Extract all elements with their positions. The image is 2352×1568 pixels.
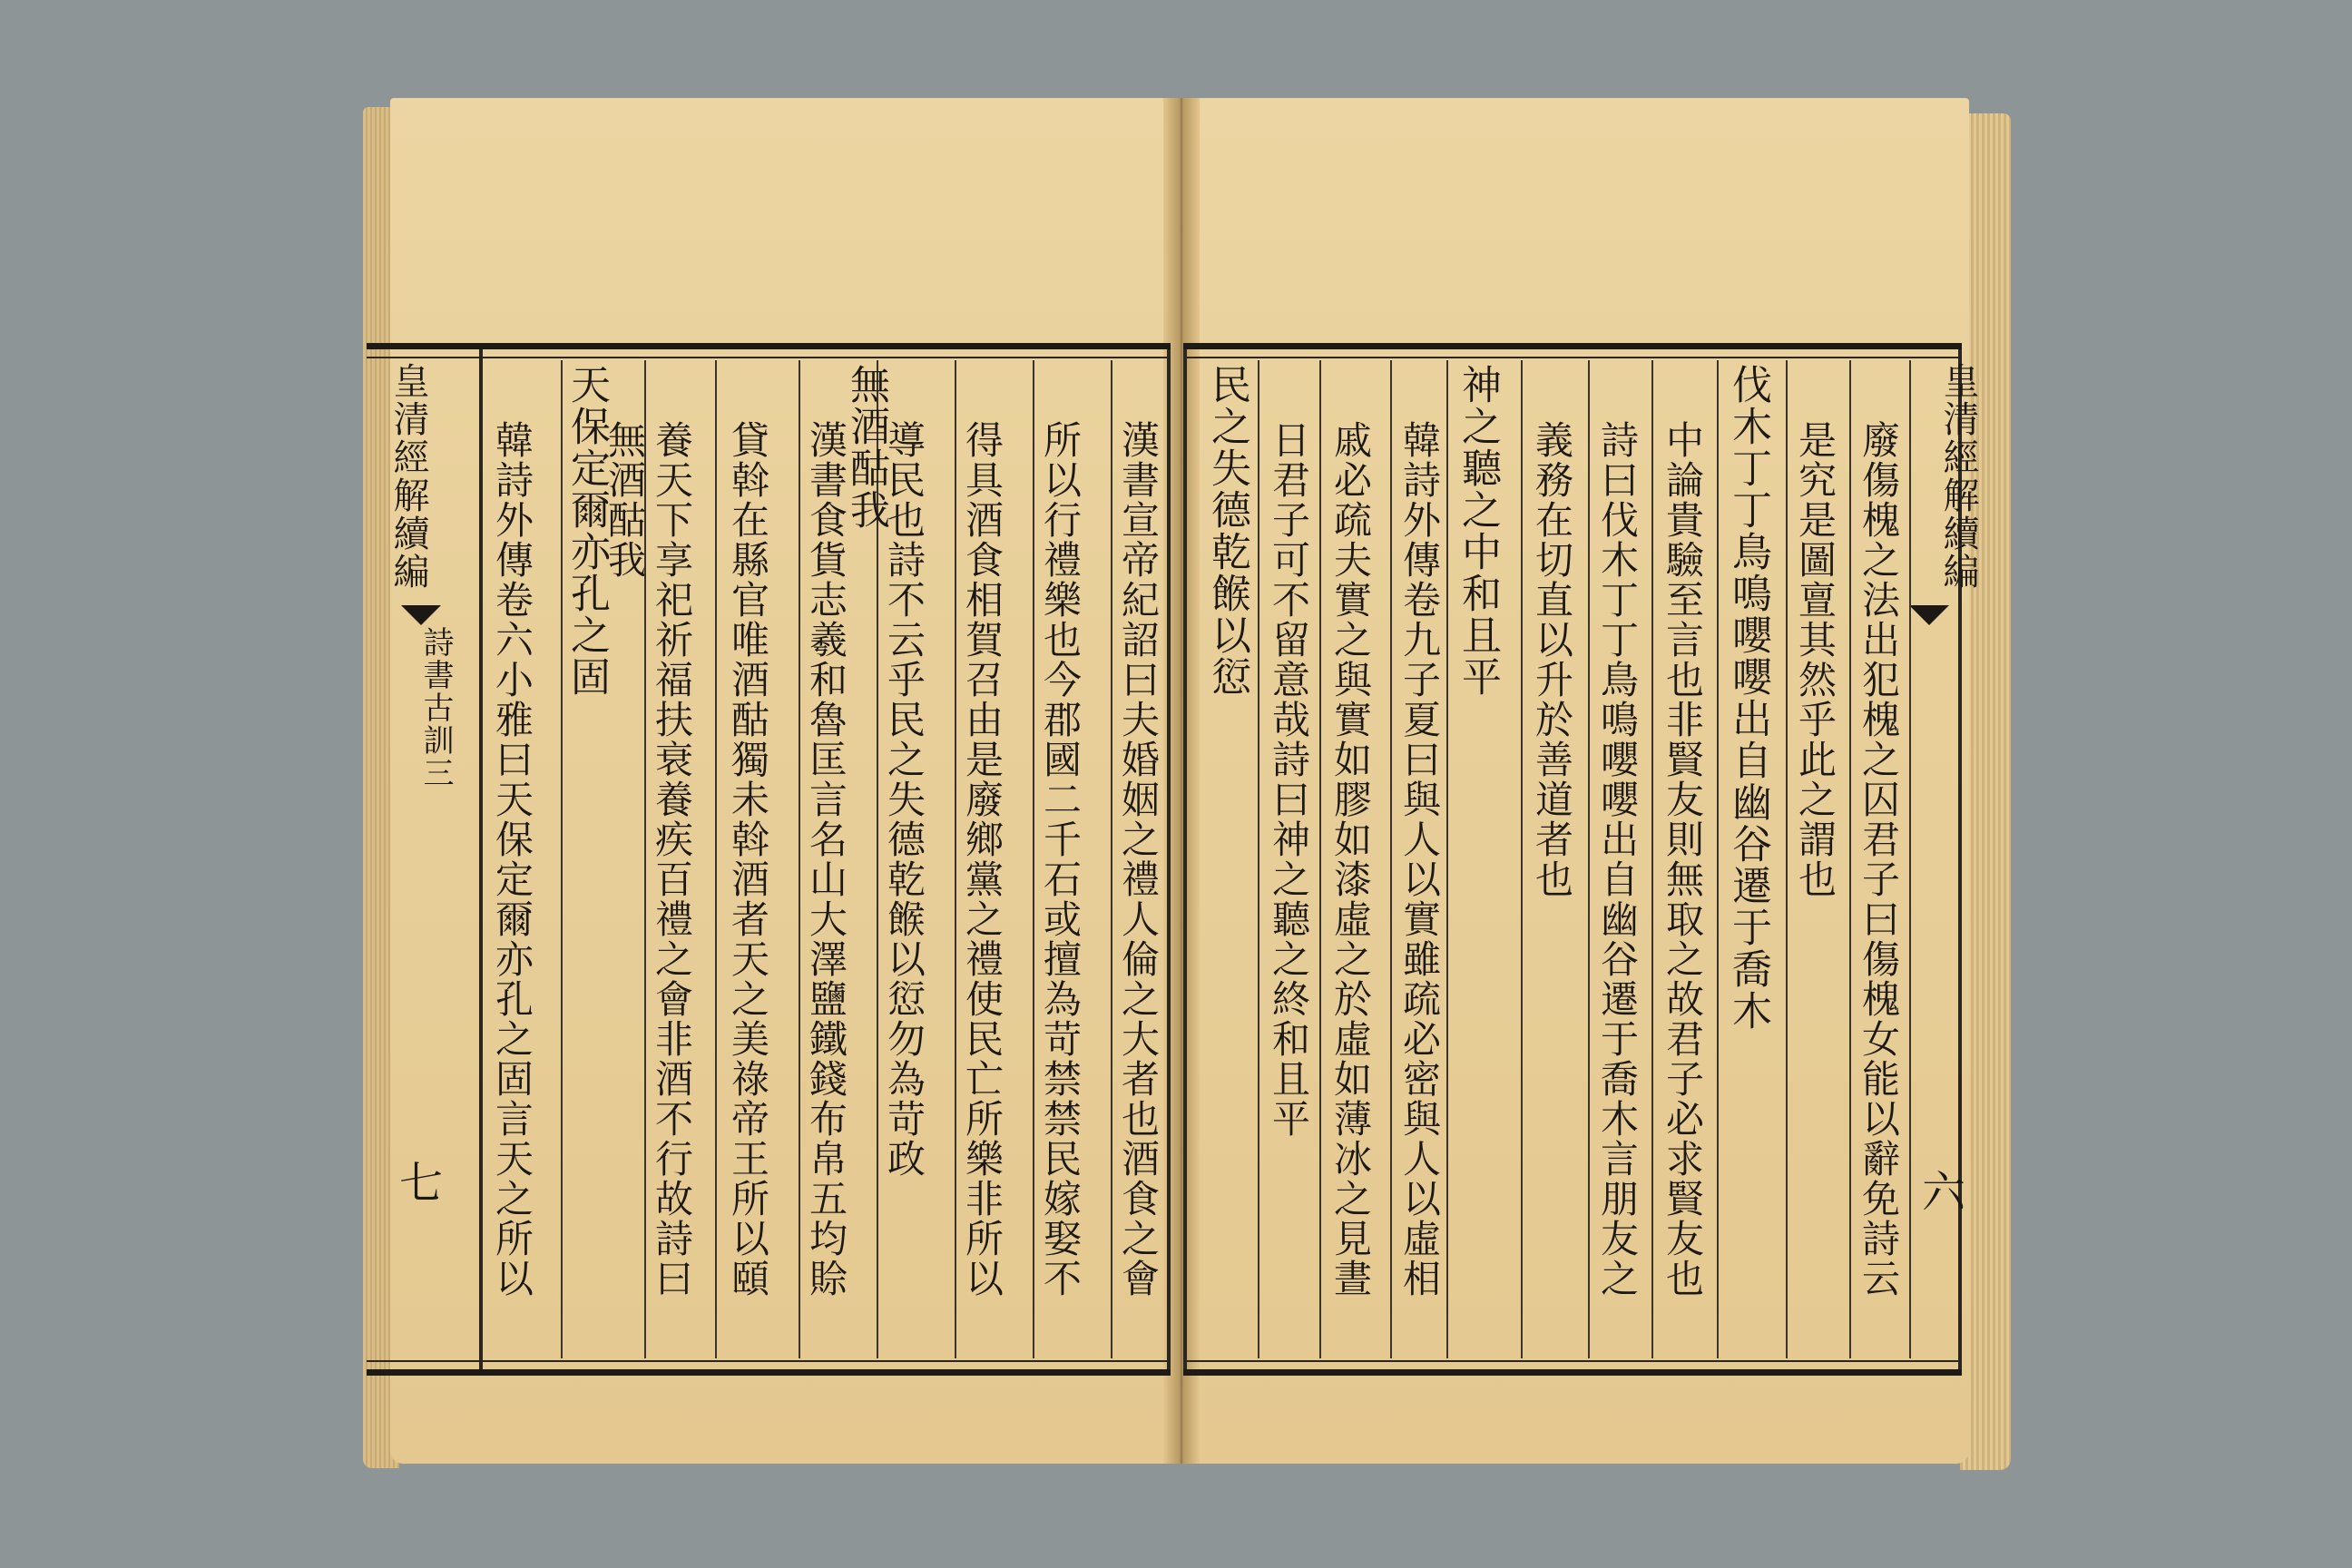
text-column: 詩曰伐木丁丁鳥鳴嚶嚶出自幽谷遷于喬木言朋友之 bbox=[1595, 420, 1640, 1298]
column-rule bbox=[1390, 360, 1392, 1358]
column-rule bbox=[1446, 360, 1448, 1358]
column-rule bbox=[1786, 360, 1788, 1358]
text-column: 中論貴驗至言也非賢友則無取之故君子必求賢友也 bbox=[1661, 420, 1705, 1298]
column-rule bbox=[1258, 360, 1259, 1358]
fish-tail-mark bbox=[1909, 605, 1949, 625]
text-column: 所以行禮樂也今郡國二千石或擅為苛禁禁民嫁娶不 bbox=[1038, 420, 1083, 1298]
frame-inner-bottom bbox=[367, 1360, 1171, 1362]
column-rule bbox=[1521, 360, 1523, 1358]
text-column: 義務在切直以升於善道者也 bbox=[1530, 420, 1574, 899]
column-rule bbox=[1717, 360, 1719, 1358]
text-column: 無酒酤我 bbox=[603, 420, 647, 580]
heading-column: 天保定爾亦孔之固 bbox=[564, 364, 610, 698]
column-rule bbox=[955, 360, 956, 1358]
frame-inner-top bbox=[367, 357, 1171, 358]
text-column: 韓詩外傳卷九子夏曰與人以實雖疏必密與人以虛相 bbox=[1397, 420, 1442, 1298]
column-rule bbox=[1651, 360, 1653, 1358]
heading-column: 無酒酤我 bbox=[843, 364, 889, 531]
column-rule bbox=[1588, 360, 1590, 1358]
column-rule bbox=[1111, 360, 1112, 1358]
column-rule bbox=[1033, 360, 1034, 1358]
heading-column: 民之失德乾餱以愆 bbox=[1204, 364, 1250, 698]
show-through-text bbox=[998, 136, 1050, 376]
text-column: 漢書食貨志羲和魯匡言名山大澤鹽鐵錢布帛五均賒 bbox=[804, 420, 848, 1298]
text-column: 貸斡在縣官唯酒酤獨未斡酒者天之美祿帝王所以頤 bbox=[726, 420, 770, 1298]
frame-inner-bottom bbox=[1183, 1360, 1962, 1362]
column-rule bbox=[1849, 360, 1851, 1358]
heading-column: 伐木丁丁鳥鳴嚶嚶出自幽谷遷于喬木 bbox=[1725, 364, 1771, 1032]
margin-subtitle: 詩書古訓三 bbox=[417, 626, 454, 789]
frame-inner-top bbox=[1183, 357, 1962, 358]
text-column: 得具酒食相賀召由是廢鄉黨之禮使民亡所樂非所以 bbox=[960, 420, 1004, 1298]
text-column: 是究是圖亶其然乎此之謂也 bbox=[1793, 420, 1838, 899]
right-text-frame bbox=[1183, 343, 1979, 1376]
text-column: 漢書宣帝紀詔曰夫婚姻之禮人倫之大者也酒食之會 bbox=[1116, 420, 1161, 1298]
left-text-frame bbox=[367, 343, 1171, 1376]
margin-title: 皇清經解續編 bbox=[387, 362, 429, 591]
text-column: 廢傷槐之法出犯槐之囚君子曰傷槐女能以辭免詩云 bbox=[1857, 420, 1901, 1298]
column-rule bbox=[799, 360, 800, 1358]
text-column: 養天下享祀祈福扶衰養疾百禮之會非酒不行故詩曰 bbox=[650, 420, 694, 1298]
text-column: 戚必疏夫實之與實如膠如漆虛之於虛如薄冰之見晝 bbox=[1328, 420, 1373, 1298]
text-column: 日君子可不留意哉詩曰神之聽之終和且平 bbox=[1267, 420, 1311, 1139]
page-number: 七 bbox=[399, 1158, 444, 1209]
column-rule bbox=[1319, 360, 1321, 1358]
column-rule bbox=[715, 360, 717, 1358]
fish-tail-mark bbox=[401, 605, 441, 625]
heading-column: 神之聽之中和且平 bbox=[1455, 364, 1501, 698]
frame-left-rule bbox=[1183, 349, 1187, 1369]
frame-margin-rule bbox=[479, 349, 483, 1369]
page-number: 六 bbox=[1922, 1167, 1966, 1218]
column-rule bbox=[1909, 360, 1911, 1358]
margin-title: 皇清經解續編 bbox=[1937, 362, 1979, 591]
text-column: 導民也詩不云乎民之失德乾餱以愆勿為苛政 bbox=[882, 420, 926, 1179]
text-column: 韓詩外傳卷六小雅曰天保定爾亦孔之固言天之所以 bbox=[490, 420, 534, 1298]
frame-right-rule bbox=[1167, 349, 1171, 1369]
